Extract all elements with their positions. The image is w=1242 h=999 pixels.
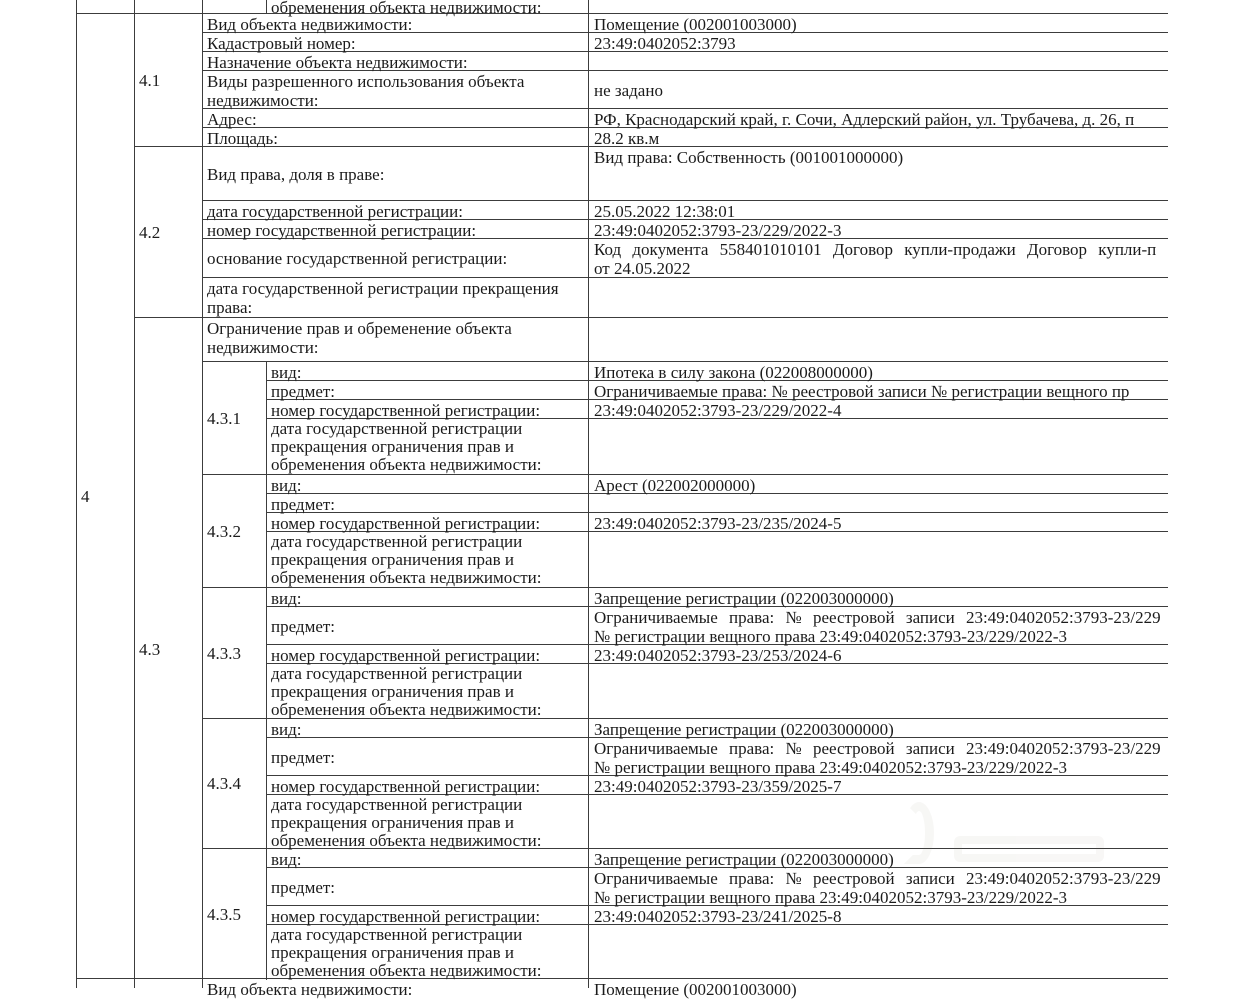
row-value xyxy=(589,52,1168,70)
row-value: 23:49:0402052:3793-23/235/2024-5 xyxy=(594,514,842,533)
row-value xyxy=(589,0,1168,13)
value-line: Код документа 558401010101 Договор купли-продажи Договор купли-п xyxy=(594,240,1157,259)
row-label: номер государственной регистрации: xyxy=(267,513,589,531)
row-label: основание государственной регистрации: xyxy=(203,239,589,277)
table-row xyxy=(203,147,1168,201)
row-label: дата государственной регистрации прекращения ограничения прав и обременения объекта недвижимости: xyxy=(267,795,589,850)
subsection-number-cell xyxy=(203,0,267,13)
table-row xyxy=(203,71,1168,109)
section-4-1 xyxy=(135,14,1168,147)
subsection-number-cell xyxy=(203,719,267,848)
row-label: номер государственной регистрации: xyxy=(267,645,589,663)
row-label: дата государственной регистрации прекращения права: xyxy=(203,278,589,317)
row-label: номер государственной регистрации: xyxy=(203,220,589,238)
row-value: 23:49:0402052:3793-23/229/2022-3 xyxy=(594,221,842,240)
table-row xyxy=(203,239,1168,278)
item-number-cell xyxy=(77,979,135,988)
row-label: Виды разрешенного использования объекта недвижимости: xyxy=(203,71,589,108)
table-row xyxy=(203,220,1168,239)
section-number-cell xyxy=(135,0,203,13)
subsection-number: 4.3.4 xyxy=(207,774,241,793)
row-label: Кадастровый номер: xyxy=(203,33,589,51)
value-line: № регистрации вещного права 23:49:0402052:3793-23/229/2022-3 xyxy=(594,758,1067,777)
table-row xyxy=(203,14,1168,33)
subsection-number-cell xyxy=(203,362,267,474)
row-value xyxy=(589,868,1168,905)
table-row xyxy=(267,925,1168,980)
value-line: Ограничиваемые права: № реестровой записи 23:49:0402052:3793-23/229 xyxy=(594,608,1161,627)
row-value xyxy=(589,419,1168,474)
row-label: дата государственной регистрации: xyxy=(203,201,589,219)
row-value: Вид права: Собственность (001001000000) xyxy=(594,148,904,167)
table-row xyxy=(267,868,1168,906)
section-number: 4.3 xyxy=(139,639,161,659)
row-label: номер государственной регистрации: xyxy=(267,400,589,418)
row-label: Адрес: xyxy=(203,109,589,127)
row-label: предмет: xyxy=(267,494,589,512)
section-number: 4.2 xyxy=(139,222,161,242)
table-row xyxy=(267,849,1168,868)
row-label: Ограничение прав и обременение объекта недвижимости: xyxy=(203,318,589,361)
table-row xyxy=(267,795,1168,850)
row-label: вид: xyxy=(267,588,589,606)
subsection-number: 4.3.2 xyxy=(207,521,241,541)
row-value: 28.2 кв.м xyxy=(594,129,660,148)
row-value xyxy=(589,239,1168,277)
row-value: Запрещение регистрации (022003000000) xyxy=(594,850,894,869)
row-label: Назначение объекта недвижимости: xyxy=(203,52,589,70)
row-label: дата государственной регистрации прекращения ограничения прав и обременения объекта недвижимости: xyxy=(267,925,589,980)
row-label: предмет: xyxy=(267,738,589,775)
table-row xyxy=(203,109,1168,128)
row-label: вид: xyxy=(267,475,589,493)
row-value: РФ, Краснодарский край, г. Сочи, Адлерский район, ул. Трубачева, д. 26, п xyxy=(594,110,1135,129)
item-number-cell xyxy=(77,14,135,978)
table-row xyxy=(267,475,1168,494)
table-row xyxy=(267,494,1168,513)
section-number: 4.1 xyxy=(139,70,161,90)
subsection-number: 4.3.5 xyxy=(207,905,241,924)
row-value: Помещение (002001003000) xyxy=(594,15,797,34)
value-line: Ограничиваемые права: № реестровой записи 23:49:0402052:3793-23/229 xyxy=(594,739,1161,758)
row-value xyxy=(589,278,1168,317)
subsection-number-cell xyxy=(203,475,267,587)
row-value: не задано xyxy=(594,80,663,100)
item-4-block xyxy=(77,14,1168,979)
table-row xyxy=(203,278,1168,317)
subsection-4-3-3 xyxy=(203,588,1168,719)
row-value xyxy=(589,494,1168,512)
subsection-4-3-4 xyxy=(203,719,1168,849)
table-row xyxy=(77,979,1168,999)
section-4-2 xyxy=(135,147,1168,318)
table-row xyxy=(267,738,1168,776)
section-4-3 xyxy=(135,318,1168,980)
row-label: предмет: xyxy=(267,381,589,399)
subsection-4-3-2 xyxy=(203,475,1168,588)
row-value xyxy=(589,795,1168,850)
value-line: № регистрации вещного права 23:49:0402052:3793-23/229/2022-3 xyxy=(594,627,1067,646)
row-value xyxy=(589,318,1168,361)
row-label: номер государственной регистрации: xyxy=(267,906,589,924)
subsection-number: 4.3.1 xyxy=(207,408,241,428)
row-value xyxy=(589,738,1168,775)
property-registry-table xyxy=(76,0,1168,999)
item-number: 4 xyxy=(81,486,90,506)
table-row xyxy=(267,362,1168,381)
row-label: вид: xyxy=(267,849,589,867)
value-line: Ограничиваемые права: № реестровой записи 23:49:0402052:3793-23/229 xyxy=(594,869,1161,888)
row-label: Площадь: xyxy=(203,128,589,148)
section-number-cell xyxy=(135,147,203,317)
row-value: 23:49:0402052:3793 xyxy=(594,34,736,53)
row-value: 23:49:0402052:3793-23/241/2025-8 xyxy=(594,907,842,926)
table-row xyxy=(203,201,1168,220)
table-row xyxy=(267,400,1168,419)
row-value: Ипотека в силу закона (022008000000) xyxy=(594,363,873,382)
row-label: обременения объекта недвижимости: xyxy=(267,0,589,13)
row-value xyxy=(589,925,1168,980)
row-value: 23:49:0402052:3793-23/253/2024-6 xyxy=(594,646,842,665)
table-row xyxy=(203,318,1168,362)
table-row xyxy=(267,588,1168,607)
row-value: Помещение (002001003000) xyxy=(594,980,797,999)
table-row xyxy=(267,532,1168,587)
value-line: от 24.05.2022 xyxy=(594,259,691,278)
value-line: № регистрации вещного права 23:49:0402052:3793-23/229/2022-3 xyxy=(594,888,1067,907)
row-value: 25.05.2022 12:38:01 xyxy=(594,202,736,221)
row-value xyxy=(589,664,1168,719)
row-label: Вид объекта недвижимости: xyxy=(203,14,589,32)
row-label: номер государственной регистрации: xyxy=(267,776,589,794)
section-number-cell xyxy=(135,318,203,980)
item-number-cell xyxy=(77,0,135,13)
row-label: дата государственной регистрации прекращения ограничения прав и обременения объекта недвижимости: xyxy=(267,664,589,719)
row-value: Ограничиваемые права: № реестровой записи № регистрации вещного пр xyxy=(594,382,1130,401)
section-number-cell xyxy=(135,979,203,988)
subsection-number-cell xyxy=(203,849,267,980)
subsection-number-cell xyxy=(203,588,267,718)
table-row xyxy=(267,645,1168,664)
table-row xyxy=(267,607,1168,645)
table-row xyxy=(267,419,1168,474)
row-label: дата государственной регистрации прекращения ограничения прав и обременения объекта недвижимости: xyxy=(267,532,589,587)
table-row xyxy=(267,513,1168,532)
row-value: Арест (022002000000) xyxy=(594,476,756,495)
row-label: дата государственной регистрации прекращения ограничения прав и обременения объекта недвижимости: xyxy=(267,419,589,474)
table-row xyxy=(203,52,1168,71)
row-label: Вид объекта недвижимости: xyxy=(203,979,589,988)
subsection-number: 4.3.3 xyxy=(207,643,241,663)
table-row xyxy=(267,906,1168,925)
table-row xyxy=(267,664,1168,719)
subsection-4-3-1 xyxy=(203,362,1168,475)
table-row xyxy=(267,776,1168,795)
row-value: 23:49:0402052:3793-23/359/2025-7 xyxy=(594,777,842,796)
table-row xyxy=(267,381,1168,400)
section-number-cell xyxy=(135,14,203,146)
row-label: вид: xyxy=(267,719,589,737)
row-value: Запрещение регистрации (022003000000) xyxy=(594,589,894,608)
table-row xyxy=(203,128,1168,148)
row-label: вид: xyxy=(267,362,589,380)
subsection-4-3-5 xyxy=(203,849,1168,980)
table-row xyxy=(267,719,1168,738)
row-label: предмет: xyxy=(267,868,589,905)
table-row xyxy=(77,0,1168,17)
row-value: Запрещение регистрации (022003000000) xyxy=(594,720,894,739)
row-value xyxy=(589,532,1168,587)
row-value xyxy=(589,607,1168,644)
table-row xyxy=(203,33,1168,52)
row-value: 23:49:0402052:3793-23/229/2022-4 xyxy=(594,401,842,420)
row-label: Вид права, доля в праве: xyxy=(203,147,589,200)
row-label: предмет: xyxy=(267,607,589,644)
